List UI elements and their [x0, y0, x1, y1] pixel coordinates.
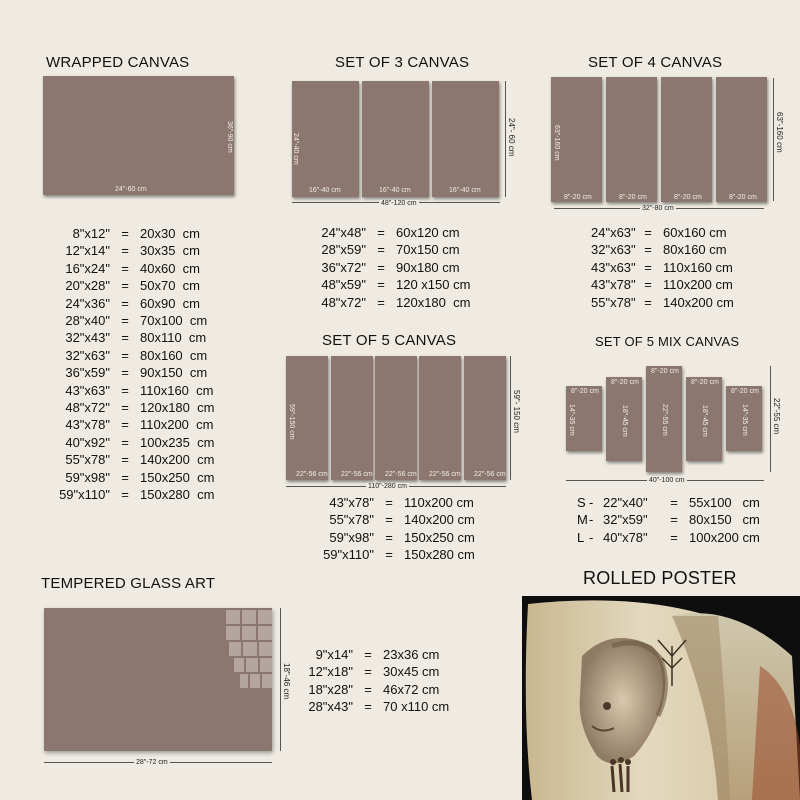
equals-sign: =	[385, 512, 393, 528]
mix5-total-height-label: 22"-55 cm	[772, 398, 781, 435]
glass-size-row	[303, 663, 449, 680]
size-inches: 28"x59"	[321, 242, 366, 258]
size-inches: 55"x78"	[329, 512, 374, 528]
equals-sign: =	[121, 382, 129, 398]
equals-sign: =	[121, 278, 129, 294]
set3-panel-1	[292, 81, 359, 197]
equals-sign: =	[121, 452, 129, 468]
size-inches: 24"x48"	[321, 225, 366, 240]
size-inches: 24"x36"	[65, 295, 110, 311]
mix5-h-small-label: 14"-35 cm	[741, 404, 748, 436]
size-inches: 59"x110"	[323, 547, 374, 563]
size-cm: 50x70 cm	[140, 278, 200, 294]
size-cm: 110x200 cm	[663, 277, 733, 293]
glass-reflection-grid	[224, 608, 272, 708]
set5-size-row	[318, 546, 475, 563]
equals-sign: =	[377, 259, 385, 275]
glass-size-row	[303, 681, 449, 698]
set4-panel-width-label: 8"-20 cm	[619, 194, 647, 201]
set4-size-row	[591, 224, 734, 241]
wrapped-size-row	[54, 469, 214, 486]
wrapped-canvas-title: WRAPPED CANVAS	[46, 54, 190, 71]
equals-sign: =	[121, 434, 129, 450]
size-cm: 90x150 cm	[140, 365, 208, 381]
size-inches: 8"x12"	[72, 226, 110, 241]
dash-separator: -	[589, 529, 594, 545]
glass-height-label: 18"-46 cm	[282, 663, 291, 700]
set4-title: SET OF 4 CANVAS	[588, 54, 723, 71]
size-cm: 120x180 cm	[140, 400, 215, 416]
size-code: M	[577, 512, 588, 528]
set3-panels	[292, 81, 500, 197]
set3-size-row	[318, 276, 470, 293]
size-cm: 110x200 cm	[404, 495, 474, 510]
equals-sign: =	[121, 469, 129, 485]
equals-sign: =	[121, 417, 129, 433]
set5-title: SET OF 5 CANVAS	[322, 332, 457, 349]
size-inches: 55"x78"	[591, 294, 636, 310]
set5-size-row	[318, 494, 475, 511]
size-inches: 24"x63"	[591, 225, 636, 240]
equals-sign: =	[121, 365, 129, 381]
equals-sign: =	[670, 512, 678, 528]
size-cm: 140x200 cm	[140, 452, 215, 468]
size-inches: 48"x72"	[321, 294, 366, 310]
poster-artwork	[522, 596, 800, 800]
equals-sign: =	[121, 487, 129, 503]
set4-panel-4	[716, 77, 767, 202]
size-cm: 110x160 cm	[663, 259, 733, 275]
wrapped-size-row	[54, 434, 214, 451]
size-code: S	[577, 495, 586, 510]
equals-sign: =	[121, 226, 129, 241]
equals-sign: =	[121, 313, 129, 329]
wrapped-size-row	[54, 277, 214, 294]
mix5-size-row	[577, 494, 760, 511]
size-cm: 80x150 cm	[689, 512, 760, 528]
equals-sign: =	[364, 647, 372, 662]
size-cm: 120x180 cm	[396, 294, 471, 310]
set3-panel-width-label: 16"-40 cm	[379, 187, 411, 194]
set3-panel-3	[432, 81, 499, 197]
mix5-panel-5	[726, 386, 762, 451]
set3-size-row	[318, 294, 470, 311]
size-cm: 150x280 cm	[404, 547, 475, 563]
size-cm: 110x160 cm	[140, 382, 214, 398]
equals-sign: =	[670, 529, 678, 545]
equals-sign: =	[644, 294, 652, 310]
size-cm: 150x250 cm	[140, 469, 215, 485]
equals-sign: =	[121, 330, 129, 346]
set4-size-list	[591, 224, 734, 311]
set4-size-row	[591, 241, 734, 258]
mix5-panels	[566, 366, 766, 472]
wrapped-height-label: 36"-90 cm	[226, 121, 233, 153]
size-inches: 43"x63"	[65, 382, 110, 398]
size-inches: 55"x78"	[65, 452, 110, 468]
size-inches: 28"x43"	[308, 699, 353, 715]
size-inches: 28"x40"	[65, 313, 110, 329]
size-cm: 120 x150 cm	[396, 277, 471, 293]
mix5-size-list	[577, 494, 760, 546]
set5-panels	[286, 356, 506, 480]
size-cm: 100x200 cm	[689, 529, 760, 545]
size-cm: 60x160 cm	[663, 225, 727, 240]
glass-panel	[44, 608, 272, 751]
glass-size-row	[303, 646, 449, 663]
size-inches: 12"x18"	[308, 664, 353, 680]
size-inches: 12"x14"	[65, 243, 110, 259]
size-inches: 48"x72"	[65, 400, 110, 416]
size-inches: 36"x59"	[65, 365, 110, 381]
set5-panel-width-label: 22"-56 cm	[296, 471, 328, 478]
wrapped-size-row	[54, 364, 214, 381]
set3-panel-width-label: 16"-40 cm	[449, 187, 481, 194]
size-inches: 59"x98"	[329, 529, 374, 545]
size-cm: 110x200 cm	[140, 417, 214, 433]
mix5-size-row	[577, 511, 760, 528]
set5-panel-3	[375, 356, 417, 480]
size-inches: 48"x59"	[321, 277, 366, 293]
mix5-panel-3	[646, 366, 682, 472]
glass-title: TEMPERED GLASS ART	[41, 575, 216, 592]
wrapped-size-row	[54, 347, 214, 364]
mix5-panel-4	[686, 377, 722, 461]
equals-sign: =	[377, 242, 385, 258]
set3-title: SET OF 3 CANVAS	[335, 54, 470, 71]
size-cm: 150x280 cm	[140, 487, 215, 503]
set3-size-row	[318, 259, 470, 276]
set5-panel-width-label: 22"-56 cm	[429, 471, 461, 478]
set5-panel-2	[331, 356, 373, 480]
set5-panel-height-label: 59"-150 cm	[288, 404, 295, 440]
size-cm: 40x60 cm	[140, 260, 200, 276]
size-cm: 23x36 cm	[383, 647, 440, 662]
wrapped-size-row	[54, 486, 214, 503]
poster-image	[522, 596, 800, 800]
equals-sign: =	[644, 277, 652, 293]
size-cm: 80x160 cm	[663, 242, 727, 258]
equals-sign: =	[364, 664, 372, 680]
set3-panel-2	[362, 81, 429, 197]
set4-panel-2	[606, 77, 657, 202]
wrapped-size-row	[54, 382, 214, 399]
wrapped-size-row	[54, 225, 214, 242]
size-code: L	[577, 529, 585, 545]
equals-sign: =	[644, 259, 652, 275]
wrapped-size-row	[54, 329, 214, 346]
wrapped-size-list	[54, 225, 214, 504]
size-cm: 30x35 cm	[140, 243, 200, 259]
size-cm: 46x72 cm	[383, 681, 440, 697]
wrapped-size-row	[54, 399, 214, 416]
set3-size-list	[318, 224, 470, 311]
size-inches: 18"x28"	[308, 681, 353, 697]
dash-separator: -	[589, 495, 594, 510]
size-cm: 60x120 cm	[396, 225, 460, 240]
size-inches: 32"x59"	[603, 512, 648, 528]
size-cm: 140x200 cm	[404, 512, 475, 528]
size-cm: 20x30 cm	[140, 226, 200, 241]
size-cm: 80x110 cm	[140, 330, 207, 346]
size-cm: 60x90 cm	[140, 295, 200, 311]
wrapped-canvas-panel	[43, 76, 234, 195]
equals-sign: =	[121, 260, 129, 276]
equals-sign: =	[364, 699, 372, 715]
set4-size-row	[591, 294, 734, 311]
equals-sign: =	[377, 277, 385, 293]
set3-size-row	[318, 241, 470, 258]
mix5-total-width-label: 40"-100 cm	[649, 477, 685, 484]
size-cm: 30x45 cm	[383, 664, 440, 680]
size-inches: 59"x110"	[59, 487, 110, 503]
size-inches: 43"x78"	[329, 495, 374, 510]
equals-sign: =	[644, 242, 652, 258]
size-cm: 70x100 cm	[140, 313, 208, 329]
equals-sign: =	[385, 547, 393, 563]
glass-size-list	[303, 646, 449, 716]
size-inches: 32"x43"	[65, 330, 110, 346]
mix5-panel-top-label: 8"-20 cm	[611, 379, 639, 386]
size-inches: 43"x63"	[591, 259, 636, 275]
set5-total-height-label: 59"- 150 cm	[512, 390, 521, 433]
glass-height-line	[280, 608, 281, 751]
size-cm: 55x100 cm	[689, 495, 760, 510]
set4-panel-width-label: 8"-20 cm	[564, 194, 592, 201]
size-inches: 9"x14"	[315, 647, 353, 662]
set4-total-width-label: 32"-80 cm	[642, 205, 674, 212]
set5-panel-width-label: 22"-56 cm	[341, 471, 373, 478]
set4-panel-1	[551, 77, 602, 202]
wrapped-width-label: 24"-60 cm	[115, 186, 147, 193]
set5-size-row	[318, 511, 475, 528]
set5-panel-width-label: 22"-56 cm	[474, 471, 506, 478]
size-cm: 80x160 cm	[140, 347, 208, 363]
wrapped-size-row	[54, 260, 214, 277]
equals-sign: =	[364, 681, 372, 697]
set4-size-row	[591, 259, 734, 276]
mix5-panel-top-label: 8"-20 cm	[691, 379, 719, 386]
equals-sign: =	[377, 225, 385, 240]
mix5-h-mid-label: 18"-45 cm	[621, 405, 628, 437]
size-cm: 100x235 cm	[140, 434, 215, 450]
mix5-h-small-label: 14"-35 cm	[568, 404, 575, 436]
mix5-height-line	[770, 366, 771, 472]
set5-panel-width-label: 22"-56 cm	[385, 471, 417, 478]
set4-panel-height-label: 63"-160 cm	[553, 125, 560, 161]
size-inches: 32"x63"	[65, 347, 110, 363]
equals-sign: =	[377, 294, 385, 310]
mix5-panel-1	[566, 386, 602, 451]
wrapped-size-row	[54, 295, 214, 312]
set3-size-row	[318, 224, 470, 241]
set4-total-height-label: 63"-160 cm	[775, 112, 784, 153]
size-inches: 36"x72"	[321, 259, 366, 275]
size-cm: 140x200 cm	[663, 294, 734, 310]
size-cm: 90x180 cm	[396, 259, 460, 275]
set3-total-height-label: 24"- 60 cm	[507, 118, 516, 157]
wrapped-size-row	[54, 242, 214, 259]
poster-title: ROLLED POSTER	[583, 568, 737, 588]
mix5-panel-2	[606, 377, 642, 461]
mix5-h-big-label: 22"-55 cm	[661, 404, 668, 436]
set3-panel-width-label: 16"-40 cm	[309, 187, 341, 194]
dash-separator: -	[589, 512, 594, 528]
equals-sign: =	[385, 495, 393, 510]
set4-height-line	[773, 78, 774, 201]
size-inches: 59"x98"	[65, 469, 110, 485]
set4-panels	[551, 77, 767, 202]
set4-size-row	[591, 276, 734, 293]
mix5-panel-top-label: 8"-20 cm	[571, 388, 599, 395]
set5-height-line	[510, 356, 511, 480]
size-inches: 40"x78"	[603, 529, 648, 545]
equals-sign: =	[670, 495, 678, 510]
mix5-panel-top-label: 8"-20 cm	[731, 388, 759, 395]
glass-width-label: 28"-72 cm	[136, 759, 168, 766]
size-inches: 43"x78"	[65, 417, 110, 433]
set4-panel-3	[661, 77, 712, 202]
set4-panel-width-label: 8"-20 cm	[674, 194, 702, 201]
set5-panel-5	[464, 356, 506, 480]
mix5-panel-top-label: 8"-20 cm	[651, 368, 679, 375]
size-inches: 40"x92"	[65, 434, 110, 450]
size-cm: 150x250 cm	[404, 529, 475, 545]
set3-panel-height-label: 24"-40 cm	[292, 133, 299, 165]
set3-height-line	[505, 81, 506, 197]
wrapped-size-row	[54, 416, 214, 433]
set5-size-row	[318, 529, 475, 546]
size-inches: 16"x24"	[65, 260, 110, 276]
size-cm: 70 x110 cm	[383, 699, 450, 715]
size-cm: 70x150 cm	[396, 242, 460, 258]
equals-sign: =	[121, 295, 129, 311]
wrapped-size-row	[54, 451, 214, 468]
size-inches: 20"x28"	[65, 278, 110, 294]
set3-total-width-label: 48"-120 cm	[381, 200, 417, 207]
equals-sign: =	[385, 529, 393, 545]
equals-sign: =	[644, 225, 652, 240]
mix5-size-row	[577, 529, 760, 546]
set5-panel-1	[286, 356, 328, 480]
size-inches: 32"x63"	[591, 242, 636, 258]
wrapped-size-row	[54, 312, 214, 329]
size-inches: 22"x40"	[603, 495, 648, 510]
set5-size-list	[318, 494, 475, 564]
set5-panel-4	[419, 356, 461, 480]
size-inches: 43"x78"	[591, 277, 636, 293]
glass-size-row	[303, 698, 449, 715]
equals-sign: =	[121, 400, 129, 416]
set4-panel-width-label: 8"-20 cm	[729, 194, 757, 201]
mix5-title: SET OF 5 MIX CANVAS	[595, 334, 740, 349]
equals-sign: =	[121, 347, 129, 363]
mix5-h-mid-label: 18"-45 cm	[701, 405, 708, 437]
set5-total-width-label: 110"-280 cm	[368, 483, 407, 490]
equals-sign: =	[121, 243, 129, 259]
